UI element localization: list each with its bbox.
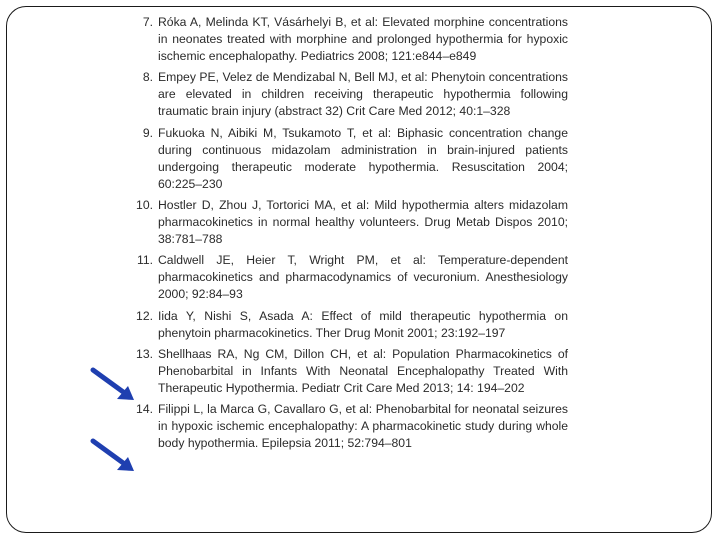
reference-text: Shellhaas RA, Ng CM, Dillon CH, et al: Population Pharmacokinetics of Phenobarbital in Infants With Neonatal Encephalopathy Treated With Therapeutic Hypothermia. Pediatr Crit Care Med 2013; 14: 194–202 bbox=[158, 346, 568, 395]
reference-number: 13. bbox=[136, 346, 153, 361]
arrow-down-right-icon bbox=[90, 437, 142, 477]
reference-text: Caldwell JE, Heier T, Wright PM, et al: Temperature-dependent pharmacokinetics and pharmacodynamics of vecuronium. Anesthesiology 2000; 92:84–93 bbox=[158, 253, 568, 302]
reference-text: Fukuoka N, Aibiki M, Tsukamoto T, et al: Biphasic concentration change during continuous midazolam administration in brain-injured patients undergoing therapeutic moderate hypothermia. Resuscitation 2004; 60:225–230 bbox=[158, 125, 568, 191]
reference-text: Hostler D, Zhou J, Tortorici MA, et al: Mild hypothermia alters midazolam pharmacokinetics in normal healthy volunteers. Drug Metab Dispos 2010; 38:781–788 bbox=[158, 197, 568, 247]
reference-item-9 bbox=[128, 125, 568, 193]
arrow-down-right-icon bbox=[90, 366, 142, 406]
reference-number: 12. bbox=[136, 308, 153, 323]
reference-number: 10. bbox=[136, 197, 153, 212]
reference-number: 7. bbox=[142, 15, 153, 29]
reference-list bbox=[128, 14, 568, 456]
reference-text: Iida Y, Nishi S, Asada A: Effect of mild therapeutic hypothermia on phenytoin pharmacokinetics. Ther Drug Monit 2001; 23:192–197 bbox=[158, 308, 568, 340]
reference-number: 14. bbox=[136, 401, 153, 416]
reference-text: Róka A, Melinda KT, Vásárhelyi B, et al: Elevated morphine concentrations in neonates treated with morphine and prolonged hypothermia for hypoxic ischemic encephalopathy. Pediatrics 2008; 121:e844–e849 bbox=[158, 15, 568, 64]
reference-number: 9. bbox=[142, 125, 153, 140]
reference-item-8 bbox=[128, 69, 568, 120]
reference-item-11 bbox=[128, 252, 568, 303]
reference-number: 11. bbox=[136, 253, 153, 268]
reference-text: Filippi L, la Marca G, Cavallaro G, et al: Phenobarbital for neonatal seizures in hypoxic ischemic encephalopathy: A pharmacokinetic study during whole body hypothermia. Epilepsia 2011; 52:794–801 bbox=[158, 401, 568, 451]
reference-item-13 bbox=[128, 346, 568, 397]
reference-text: Empey PE, Velez de Mendizabal N, Bell MJ, et al: Phenytoin concentrations are elevated in children receiving therapeutic hypothermia following traumatic brain injury (abstract 32) Crit Care Med 2012; 40:1–328 bbox=[158, 70, 568, 119]
reference-item-10 bbox=[128, 197, 568, 248]
reference-item-12 bbox=[128, 308, 568, 342]
reference-item-7 bbox=[128, 14, 568, 65]
reference-number: 8. bbox=[142, 70, 153, 85]
reference-item-14 bbox=[128, 401, 568, 452]
